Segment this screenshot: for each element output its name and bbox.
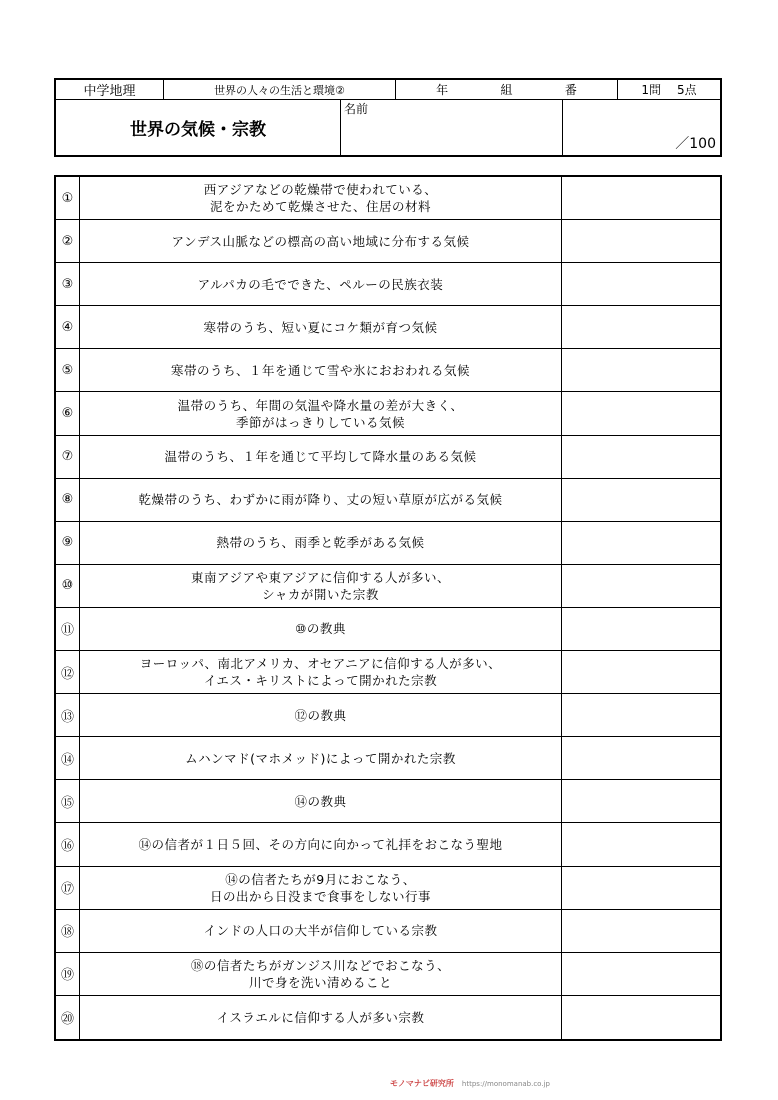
question-number: ⑧ (56, 479, 80, 521)
name-label: 名前 (344, 102, 369, 116)
question-row (56, 651, 720, 694)
question-text: ヨーロッパ、南北アメリカ、オセアニアに信仰する人が多い、 イエス・キリストによって開かれた宗教 (80, 651, 562, 693)
answer-box[interactable] (562, 436, 720, 478)
question-row (56, 220, 720, 263)
question-row (56, 608, 720, 651)
year-label: 年 (436, 83, 449, 97)
question-number: ⑨ (56, 522, 80, 564)
question-number: ⑩ (56, 565, 80, 607)
question-row (56, 867, 720, 910)
answer-box[interactable] (562, 392, 720, 434)
answer-box[interactable] (562, 694, 720, 736)
answer-box[interactable] (562, 263, 720, 305)
answer-box[interactable] (562, 867, 720, 909)
question-text: 寒帯のうち、１年を通じて雪や氷におおわれる気候 (80, 349, 562, 391)
unit-label: 世界の人々の生活と環境② (164, 80, 396, 100)
question-number: ⑭ (56, 737, 80, 779)
question-number: ② (56, 220, 80, 262)
question-text: ムハンマド(マホメッド)によって開かれた宗教 (80, 737, 562, 779)
question-text: 寒帯のうち、短い夏にコケ類が育つ気候 (80, 306, 562, 348)
score-field[interactable] (563, 100, 720, 155)
question-text: ⑭の信者たちが9月におこなう、 日の出から日没まで食事をしない行事 (80, 867, 562, 909)
question-row (56, 263, 720, 306)
answer-box[interactable] (562, 522, 720, 564)
question-row (56, 349, 720, 392)
worksheet-title: 世界の気候・宗教 (56, 100, 341, 155)
question-number: ⑬ (56, 694, 80, 736)
answer-box[interactable] (562, 177, 720, 219)
question-number: ⑫ (56, 651, 80, 693)
class-info (396, 80, 618, 100)
question-row (56, 910, 720, 953)
question-row (56, 306, 720, 349)
number-label: 番 (564, 83, 577, 97)
question-row (56, 737, 720, 780)
question-row (56, 823, 720, 866)
question-text: 西アジアなどの乾燥帯で使われている、 泥をかためて乾燥させた、住居の材料 (80, 177, 562, 219)
question-number: ① (56, 177, 80, 219)
score-rule (618, 80, 720, 100)
question-row (56, 780, 720, 823)
question-number: ⑱ (56, 910, 80, 952)
question-number: ⑳ (56, 996, 80, 1039)
question-text: アルパカの毛でできた、ペルーの民族衣装 (80, 263, 562, 305)
answer-box[interactable] (562, 823, 720, 865)
question-number: ③ (56, 263, 80, 305)
score-total: ／100 (675, 136, 716, 152)
answer-box[interactable] (562, 737, 720, 779)
question-table (54, 175, 722, 1041)
worksheet-header (54, 78, 722, 157)
question-text: ⑩の教典 (80, 608, 562, 650)
answer-box[interactable] (562, 349, 720, 391)
answer-box[interactable] (562, 565, 720, 607)
answer-box[interactable] (562, 780, 720, 822)
question-number: ⑦ (56, 436, 80, 478)
question-row (56, 392, 720, 435)
question-row (56, 436, 720, 479)
question-text: 温帯のうち、年間の気温や降水量の差が大きく、 季節がはっきりしている気候 (80, 392, 562, 434)
question-text: 東南アジアや東アジアに信仰する人が多い、 シャカが開いた宗教 (80, 565, 562, 607)
question-row (56, 565, 720, 608)
question-row (56, 694, 720, 737)
question-row (56, 953, 720, 996)
question-text: 乾燥帯のうち、わずかに雨が降り、丈の短い草原が広がる気候 (80, 479, 562, 521)
question-text: ⑱の信者たちがガンジス川などでおこなう、 川で身を洗い清めること (80, 953, 562, 995)
question-text: ⑭の信者が１日５回、その方向に向かって礼拝をおこなう聖地 (80, 823, 562, 865)
question-row (56, 522, 720, 565)
subject-label: 中学地理 (56, 80, 164, 100)
answer-box[interactable] (562, 608, 720, 650)
answer-box[interactable] (562, 910, 720, 952)
question-text: ⑭の教典 (80, 780, 562, 822)
question-row (56, 996, 720, 1039)
question-text: ⑫の教典 (80, 694, 562, 736)
question-text: アンデス山脈などの標高の高い地域に分布する気候 (80, 220, 562, 262)
question-number: ⑥ (56, 392, 80, 434)
question-number: ⑮ (56, 780, 80, 822)
question-number: ⑲ (56, 953, 80, 995)
question-text: 熱帯のうち、雨季と乾季がある気候 (80, 522, 562, 564)
brand-logo: モノマナビ研究所 (390, 1079, 454, 1088)
name-field[interactable] (341, 100, 563, 155)
class-label: 組 (500, 83, 513, 97)
question-number: ⑪ (56, 608, 80, 650)
question-text: インドの人口の大半が信仰している宗教 (80, 910, 562, 952)
score-rule-points: 5点 (677, 83, 697, 97)
answer-box[interactable] (562, 479, 720, 521)
answer-box[interactable] (562, 996, 720, 1039)
answer-box[interactable] (562, 953, 720, 995)
answer-box[interactable] (562, 306, 720, 348)
answer-box[interactable] (562, 220, 720, 262)
question-row (56, 479, 720, 522)
score-rule-count: 1問 (641, 83, 661, 97)
footer-url: https://monomanab.co.jp (461, 1079, 550, 1088)
question-number: ④ (56, 306, 80, 348)
footer (390, 1078, 550, 1089)
question-text: イスラエルに信仰する人が多い宗教 (80, 996, 562, 1039)
question-number: ⑤ (56, 349, 80, 391)
question-text: 温帯のうち、１年を通じて平均して降水量のある気候 (80, 436, 562, 478)
question-number: ⑰ (56, 867, 80, 909)
question-number: ⑯ (56, 823, 80, 865)
answer-box[interactable] (562, 651, 720, 693)
question-row (56, 177, 720, 220)
